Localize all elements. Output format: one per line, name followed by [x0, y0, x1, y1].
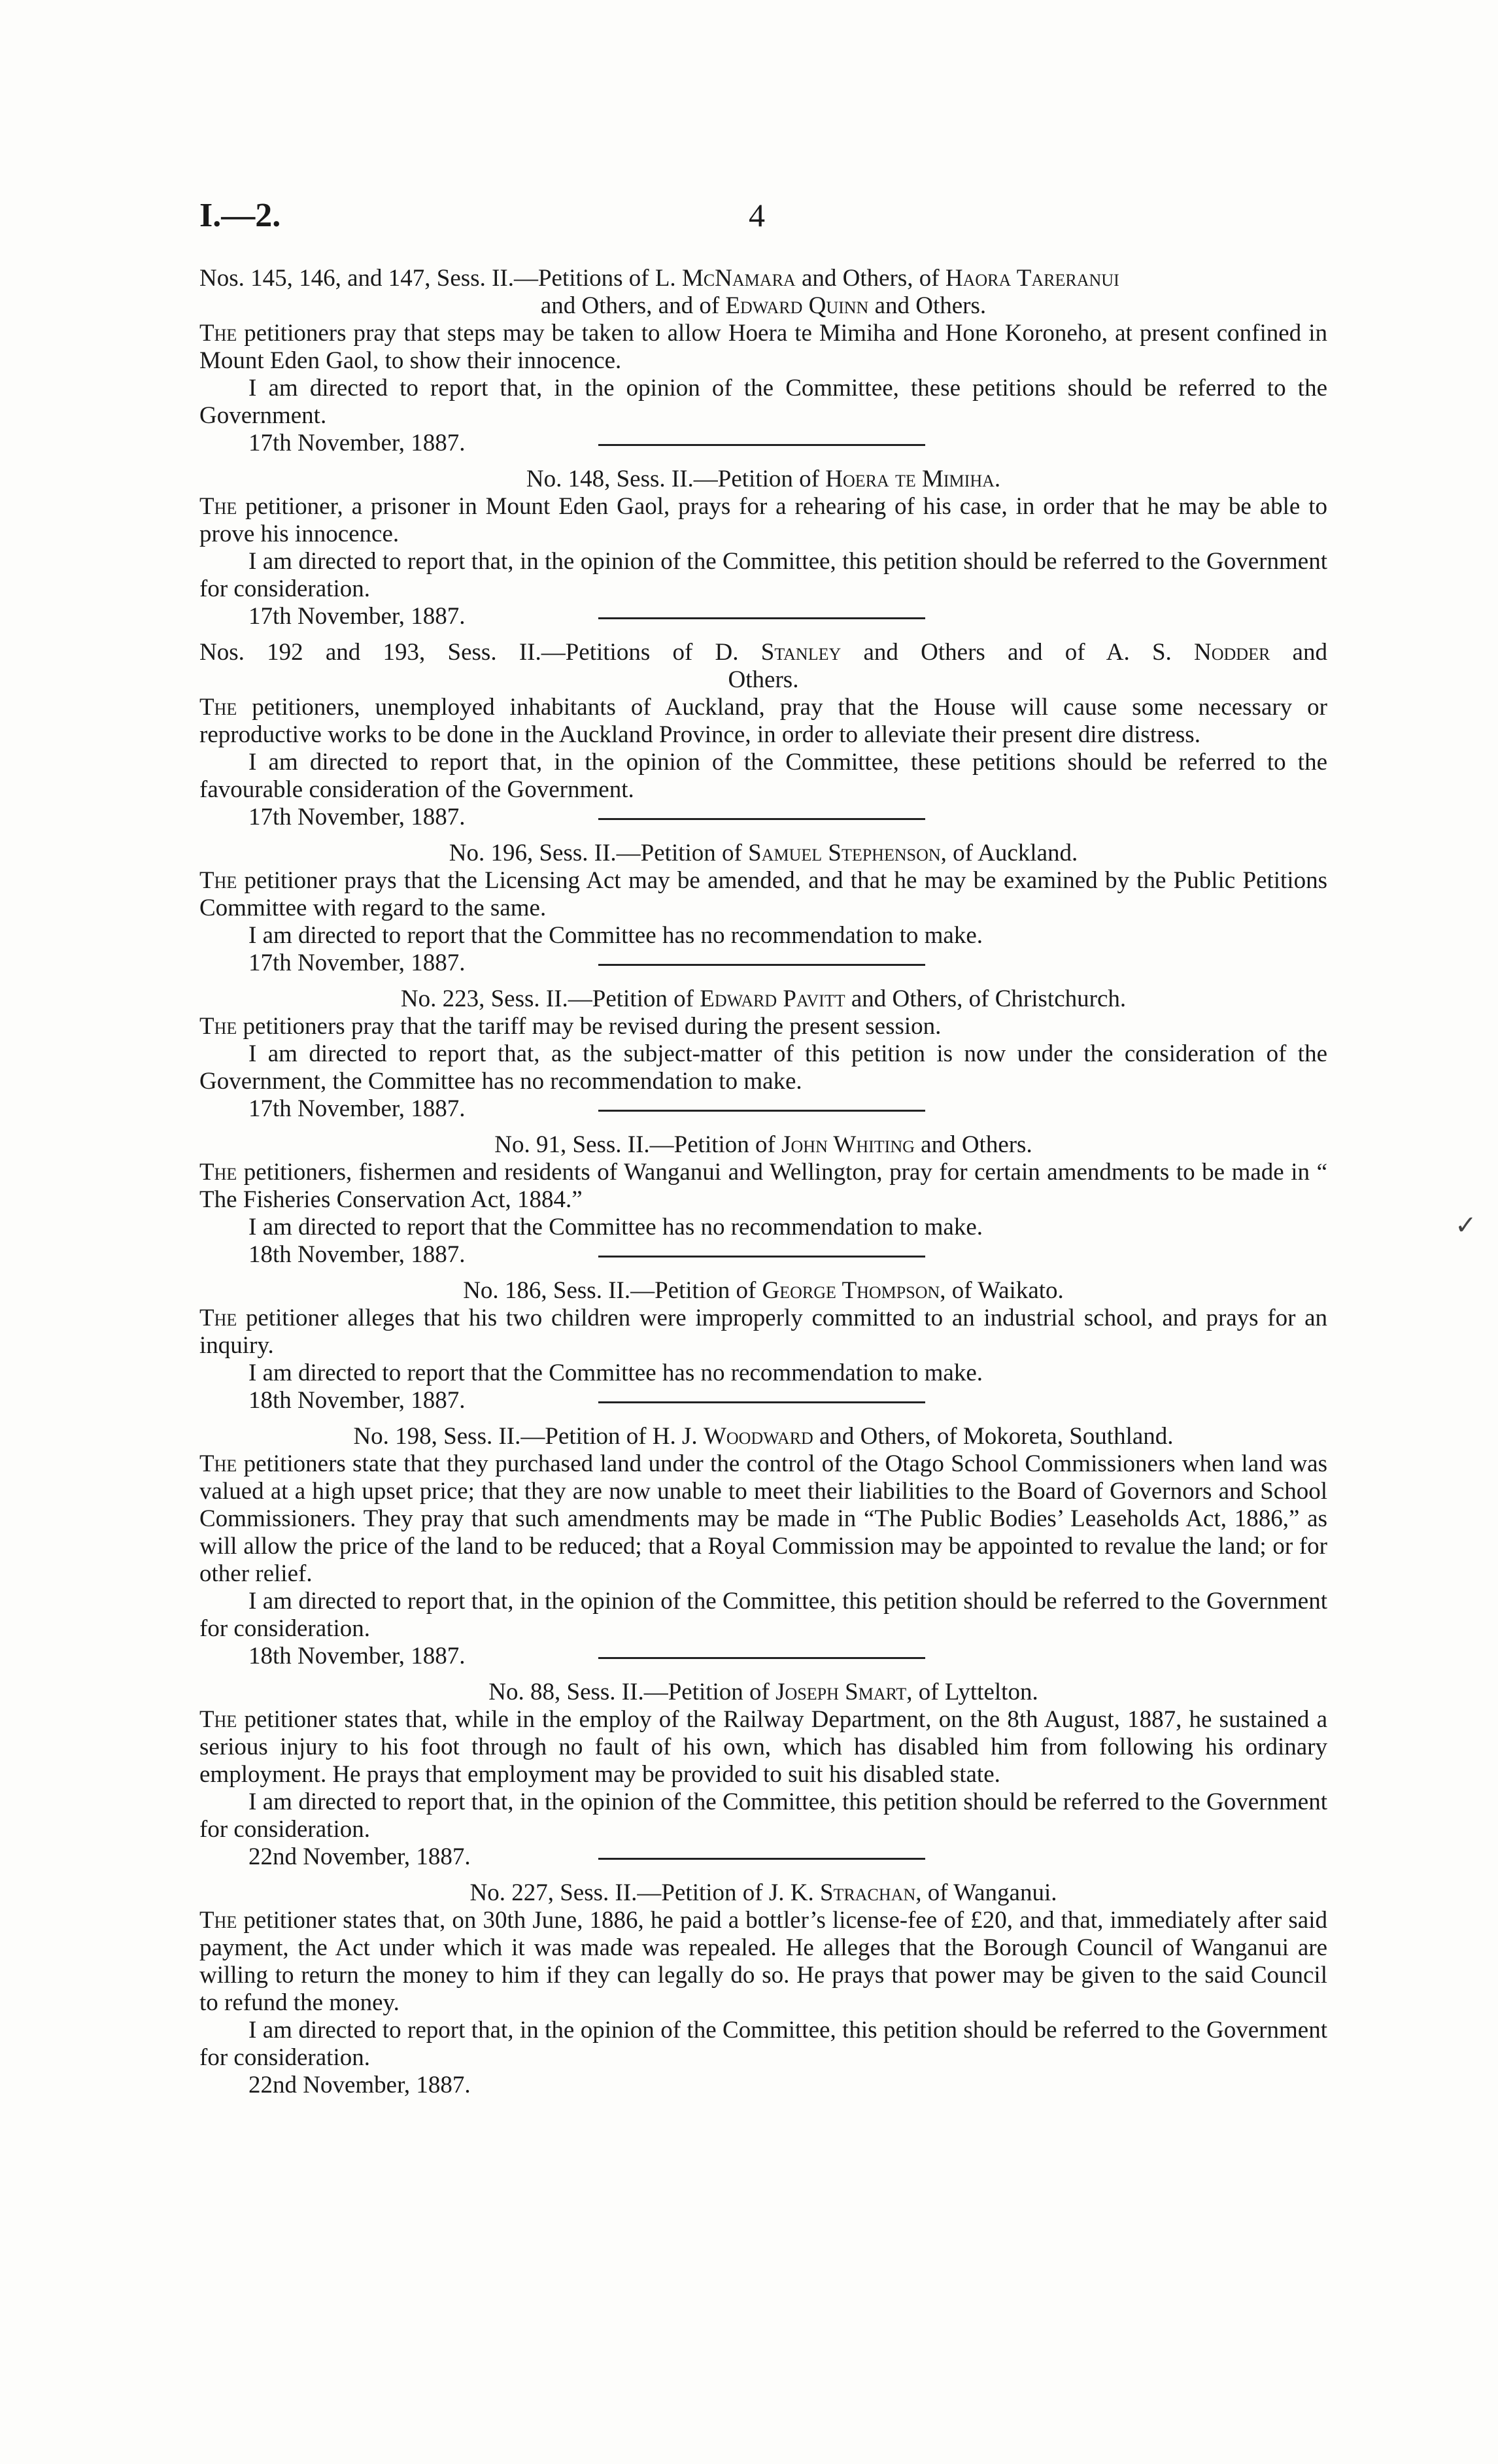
- committee-report: I am directed to report that, in the opinion of the Committee, these petitions should be referred to the favourable consideration of the Government.: [199, 749, 1327, 803]
- petition-heading: Nos. 192 and 193, Sess. II.—Petitions of D. Stanley and Others and of A. S. Nodder and: [199, 639, 1327, 666]
- report-date: 17th November, 1887.: [248, 430, 466, 456]
- petition-entry: [199, 1879, 1327, 2099]
- section-divider: [598, 964, 925, 966]
- petition-entry: [199, 840, 1327, 976]
- committee-report: I am directed to report that the Committee has no recommendation to make.: [248, 1214, 983, 1241]
- petition-heading: No. 88, Sess. II.—Petition of Joseph Smart, of Lyttelton.: [488, 1679, 1038, 1705]
- page-reference: I.—2.: [199, 197, 281, 234]
- report-date: 17th November, 1887.: [248, 1095, 466, 1122]
- petition-heading-line2: Others.: [728, 666, 799, 693]
- petition-heading: No. 223, Sess. II.—Petition of Edward Pavitt and Others, of Christchurch.: [400, 985, 1127, 1012]
- report-date: 22nd November, 1887.: [248, 2072, 471, 2098]
- petition-body: The petitioner, a prisoner in Mount Eden Gaol, prays for a rehearing of his case, in order that he may be able to prove his innocence.: [199, 493, 1327, 547]
- page-number: 4: [749, 197, 765, 233]
- petition-entry: [199, 1277, 1327, 1414]
- committee-report: I am directed to report that, in the opinion of the Committee, these petitions should be referred to the Government.: [199, 375, 1327, 429]
- petition-body: The petitioners state that they purchased land under the control of the Otago School Commissioners when land was valued at a high upset price; that they are now unable to meet their liabilities to the Board of Governors and School Commissioners. They pray that such amendments may be made in “The Public Bodies’ Leaseholds Act, 1886,” as will allow the price of the land to be reduced; that a Royal Commission may be appointed to revalue the land; or for other relief.: [199, 1450, 1327, 1587]
- committee-report: I am directed to report that, in the opinion of the Committee, this petition should be referred to the Government for consideration.: [199, 1788, 1327, 1843]
- committee-report: I am directed to report that the Committee has no recommendation to make.: [248, 922, 983, 949]
- petitions-body: [199, 265, 1327, 2099]
- section-divider: [598, 1657, 925, 1659]
- report-date: 18th November, 1887.: [248, 1387, 466, 1414]
- section-divider: [598, 617, 925, 619]
- petition-entry: [199, 1423, 1327, 1669]
- petition-heading-line2: and Others, and of Edward Quinn and Others.: [540, 292, 987, 319]
- petition-heading: No. 186, Sess. II.—Petition of George Thompson, of Waikato.: [463, 1277, 1064, 1304]
- report-date: 18th November, 1887.: [248, 1643, 466, 1669]
- section-divider: [598, 818, 925, 820]
- report-date: 17th November, 1887.: [248, 950, 466, 976]
- section-divider: [598, 1401, 925, 1403]
- section-divider: [598, 1858, 925, 1860]
- report-date: 17th November, 1887.: [248, 603, 466, 630]
- committee-report: I am directed to report that, in the opinion of the Committee, this petition should be referred to the Government for consideration.: [199, 1588, 1327, 1642]
- report-date: 17th November, 1887.: [248, 804, 466, 830]
- section-divider: [598, 1110, 925, 1112]
- committee-report: I am directed to report that the Committee has no recommendation to make.: [248, 1360, 983, 1386]
- petition-body: The petitioners, unemployed inhabitants of Auckland, pray that the House will cause some necessary or reproductive works to be done in the Auckland Province, in order to alleviate their present dire distress.: [199, 694, 1327, 748]
- petition-body: The petitioners pray that steps may be taken to allow Hoera te Mimiha and Hone Koroneho, at present confined in Mount Eden Gaol, to show their innocence.: [199, 320, 1327, 374]
- petition-entry: [199, 985, 1327, 1122]
- committee-report: I am directed to report that, as the subject-matter of this petition is now under the consideration of the Government, the Committee has no recommendation to make.: [199, 1040, 1327, 1095]
- committee-report: I am directed to report that, in the opinion of the Committee, this petition should be referred to the Government for consideration.: [199, 548, 1327, 602]
- section-divider: [598, 1256, 925, 1258]
- petition-heading: Nos. 145, 146, and 147, Sess. II.—Petitions of L. McNamara and Others, of Haora Tareranui: [199, 265, 1119, 292]
- committee-report: I am directed to report that, in the opinion of the Committee, this petition should be referred to the Government for consideration.: [199, 2017, 1327, 2071]
- petition-entry: [199, 639, 1327, 830]
- petition-entry: [199, 466, 1327, 630]
- petition-entry: [199, 1131, 1327, 1268]
- petition-entry: [199, 265, 1327, 456]
- section-divider: [598, 444, 925, 446]
- report-date: 18th November, 1887.: [248, 1241, 466, 1268]
- petition-body: The petitioner states that, while in the employ of the Railway Department, on the 8th August, 1887, he sustained a serious injury to his foot through no fault of his own, which has disabled him from following his ordinary employment. He prays that employment may be provided to suit his disabled state.: [199, 1706, 1327, 1788]
- petition-body: The petitioners pray that the tariff may be revised during the present session.: [199, 1013, 942, 1040]
- petition-heading: No. 227, Sess. II.—Petition of J. K. Strachan, of Wanganui.: [469, 1879, 1057, 1906]
- petition-body: The petitioner prays that the Licensing Act may be amended, and that he may be examined by the Public Petitions Committee with regard to the same.: [199, 867, 1327, 921]
- petition-heading: No. 148, Sess. II.—Petition of Hoera te Mimiha.: [526, 466, 1001, 492]
- report-date: 22nd November, 1887.: [248, 1843, 471, 1870]
- petition-heading: No. 196, Sess. II.—Petition of Samuel Stephenson, of Auckland.: [449, 840, 1078, 866]
- petition-entry: [199, 1679, 1327, 1870]
- petition-body: The petitioners, fishermen and residents of Wanganui and Wellington, pray for certain amendments to be made in “ The Fisheries Conservation Act, 1884.”: [199, 1159, 1327, 1213]
- petition-body: The petitioner alleges that his two children were improperly committed to an industrial school, and prays for an inquiry.: [199, 1305, 1327, 1359]
- petition-body: The petitioner states that, on 30th June, 1886, he paid a bottler’s license-fee of £20, and that, immediately after said payment, the Act under which it was made was repealed. He alleges that the Borough Council of Wanganui are willing to return the money to him if they can legally do so. He prays that power may be given to the said Council to refund the money.: [199, 1907, 1327, 2016]
- petition-heading: No. 91, Sess. II.—Petition of John Whiting and Others.: [494, 1131, 1032, 1158]
- margin-tick-mark: ✓: [1455, 1210, 1477, 1240]
- petition-heading: No. 198, Sess. II.—Petition of H. J. Woodward and Others, of Mokoreta, Southland.: [353, 1423, 1174, 1450]
